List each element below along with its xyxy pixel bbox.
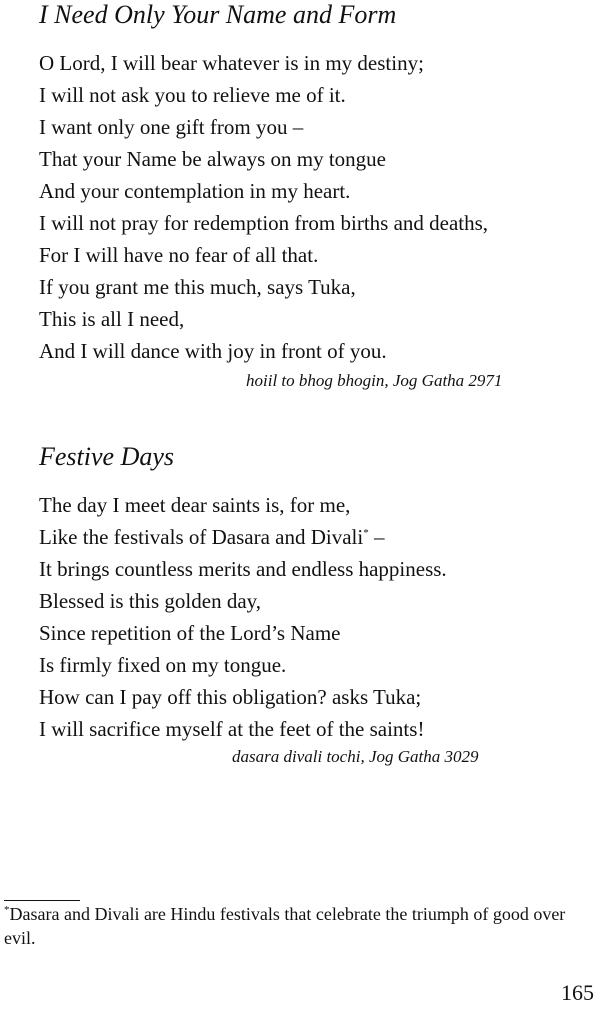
poem-body-2 [39,489,447,745]
page-number: 165 [561,980,594,1005]
poem-line: O Lord, I will bear whatever is in my destiny; [39,51,424,75]
poem-line: I will not pray for redemption from births and deaths, [39,211,489,235]
poem-body-1 [39,47,488,367]
poem-title-1: I Need Only Your Name and Form [39,0,397,29]
poem-citation-1: hoiil to bhog bhogin, Jog Gatha 2971 [246,371,503,390]
poem-line: For I will have no fear of all that. [39,243,319,267]
footnote [4,902,596,950]
poem-line: This is all I need, [39,307,185,331]
poem-line: I will sacrifice myself at the feet of the saints! [39,717,425,741]
poem-line: I want only one gift from you – [39,115,304,139]
poem-line: Is firmly fixed on my tongue. [39,653,287,677]
footnote-marker: * [363,527,369,539]
poem-line: I will not ask you to relieve me of it. [39,83,346,107]
poem-line: If you grant me this much, says Tuka, [39,275,356,299]
poem-line-text: Like the festivals of Dasara and Divali [39,525,364,549]
poem-line: How can I pay off this obligation? asks Tuka; [39,685,422,709]
poem-line: The day I meet dear saints is, for me, [39,493,351,517]
poem-citation-2: dasara divali tochi, Jog Gatha 3029 [232,747,479,766]
poem-line: And I will dance with joy in front of you. [39,339,387,363]
poem-line: It brings countless merits and endless happiness. [39,557,447,581]
poem-line: Since repetition of the Lord’s Name [39,621,341,645]
poem-title-2: Festive Days [39,442,175,471]
poem-line: That your Name be always on my tongue [39,147,386,171]
footnote-marker: * [4,904,10,916]
footnote-text: Dasara and Divali are Hindu festivals that celebrate the triumph of good over evil. [4,904,566,948]
footnote-divider [4,900,80,901]
poem-line-with-footnote [39,521,447,553]
poem-line-dash: – [368,525,385,549]
poem-line: And your contemplation in my heart. [39,179,351,203]
poem-line: Blessed is this golden day, [39,589,262,613]
